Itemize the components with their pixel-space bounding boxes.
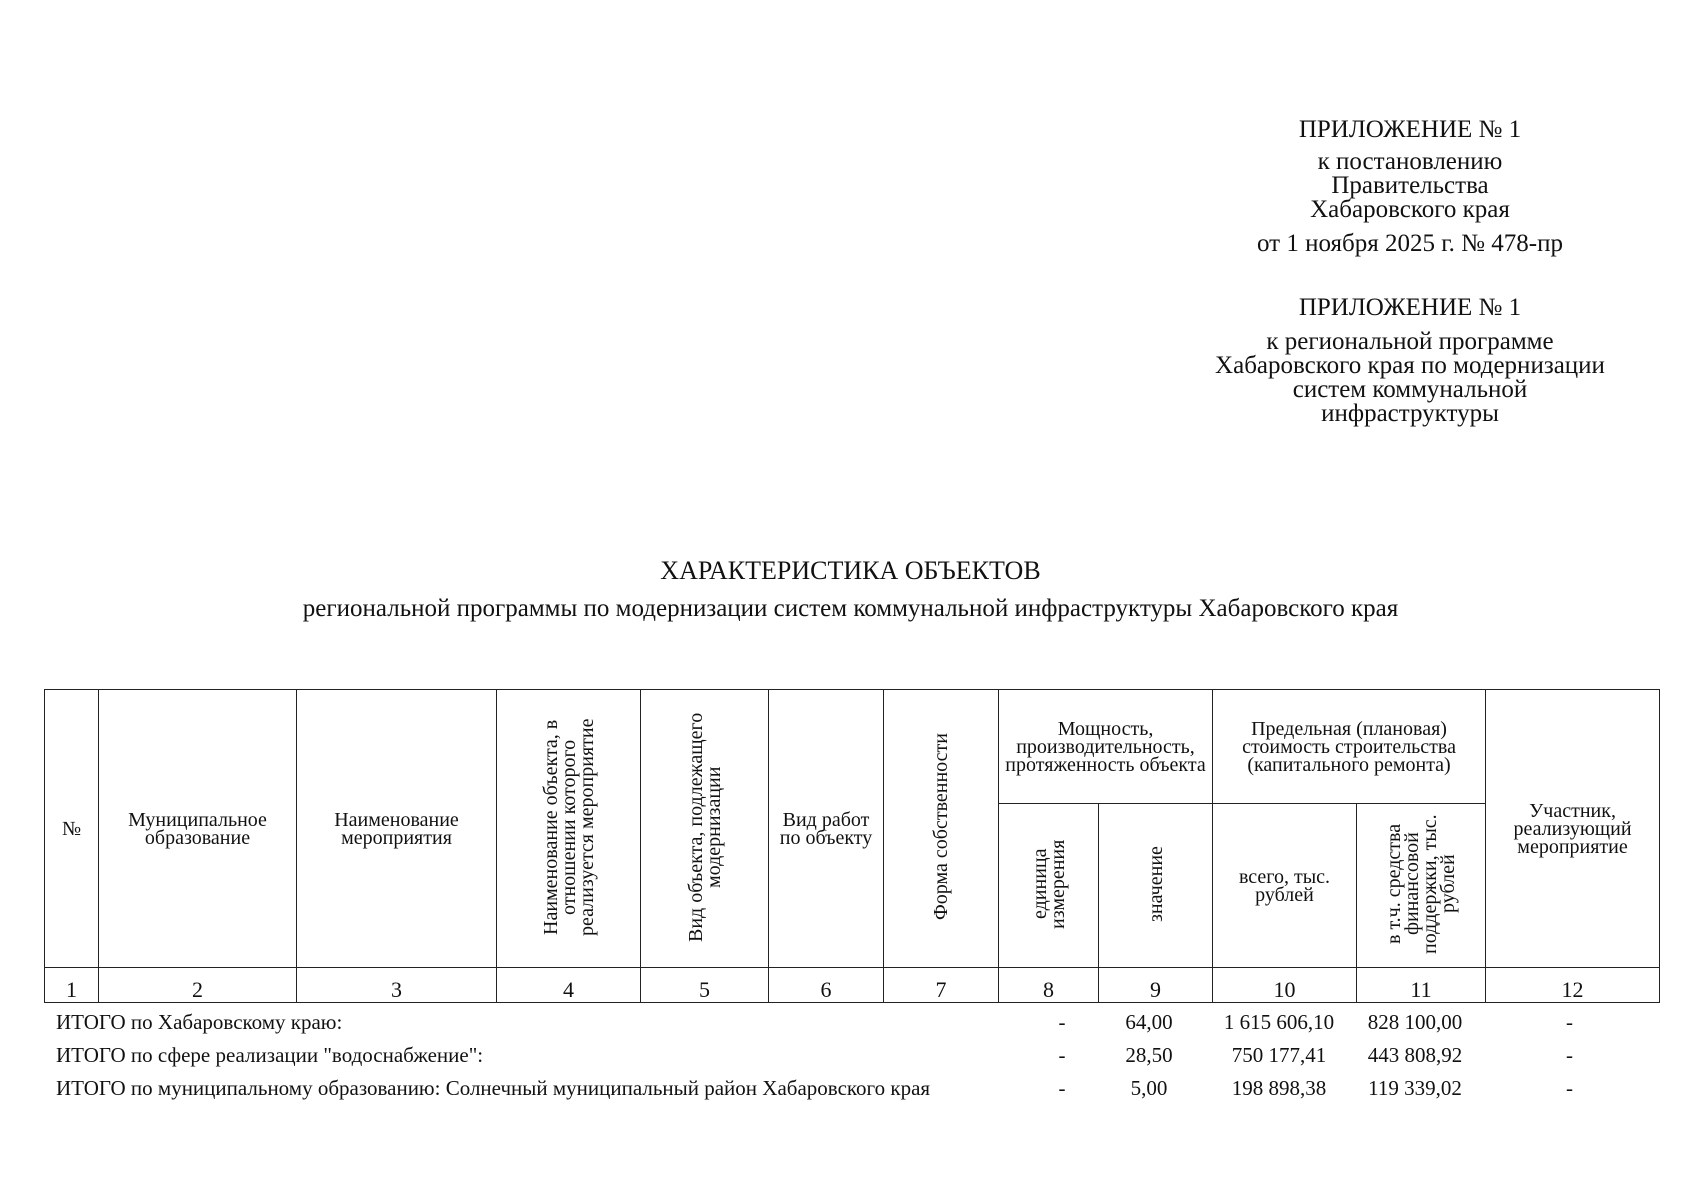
appendix-program-heading: ПРИЛОЖЕНИЕ № 1	[1298, 294, 1522, 321]
header-cost-group: Предельная (плановая) стоимость строительства (капитального ремонта)	[1213, 690, 1486, 804]
column-number: 6	[769, 968, 884, 1003]
header-event-name: Наименование мероприятия	[297, 690, 497, 968]
total-label: ИТОГО по муниципальному образованию: Солнечный муниципальный район Хабаровского края	[56, 1076, 931, 1100]
total-participant: -	[1566, 1076, 1573, 1100]
header-ownership: Форма собственности	[884, 690, 999, 968]
total-participant: -	[1566, 1010, 1573, 1034]
header-work-type: Вид работ по объекту	[769, 690, 884, 968]
header-capacity-group: Мощность, производительность, протяженность объекта	[999, 690, 1213, 804]
column-number: 9	[1099, 968, 1213, 1003]
total-support: 119 339,02	[1368, 1076, 1462, 1100]
total-unit: -	[1058, 1010, 1066, 1034]
total-label: ИТОГО по Хабаровскому краю:	[56, 1010, 343, 1034]
header-value: значение	[1099, 804, 1213, 968]
appendix-program-line: к региональной программе	[1266, 328, 1554, 355]
total-value: 28,50	[1125, 1043, 1173, 1067]
document-subtitle: региональной программы по модернизации систем коммунальной инфраструктуры Хабаровского края	[302, 595, 1399, 622]
total-support: 828 100,00	[1367, 1010, 1463, 1034]
total-unit: -	[1058, 1076, 1066, 1100]
column-number: 10	[1213, 968, 1357, 1003]
total-row	[44, 1078, 1659, 1111]
total-cost: 1 615 606,10	[1223, 1010, 1335, 1034]
column-number: 5	[641, 968, 769, 1003]
header-num: №	[45, 690, 99, 968]
total-cost: 750 177,41	[1231, 1043, 1327, 1067]
column-number: 3	[297, 968, 497, 1003]
column-number: 11	[1357, 968, 1486, 1003]
total-value: 64,00	[1125, 1010, 1173, 1034]
total-support: 443 808,92	[1367, 1043, 1463, 1067]
column-number: 7	[884, 968, 999, 1003]
header-unit: единица измерения	[999, 804, 1099, 968]
header-object-type: Вид объекта, подлежащего модернизации	[641, 690, 769, 968]
total-participant: -	[1566, 1043, 1573, 1067]
appendix-program-line: инфраструктуры	[1321, 400, 1499, 427]
document-title: ХАРАКТЕРИСТИКА ОБЪЕКТОВ	[660, 556, 1041, 585]
appendix-order-line: к постановлению	[1317, 148, 1503, 175]
appendix-order-date: от 1 ноября 2025 г. № 478-пр	[1257, 230, 1563, 257]
column-number: 2	[99, 968, 297, 1003]
totals-table	[44, 1012, 1659, 1111]
header-cost-total: всего, тыс. рублей	[1213, 804, 1357, 968]
appendix-program-line: Хабаровского края по модернизации	[1215, 352, 1605, 379]
appendix-order-line: Правительства	[1331, 172, 1489, 199]
header-participant: Участник, реализующий мероприятие	[1486, 690, 1660, 968]
header-municipality: Муниципальное образование	[99, 690, 297, 968]
total-row	[44, 1012, 1659, 1045]
column-number: 12	[1486, 968, 1660, 1003]
column-number: 1	[45, 968, 99, 1003]
objects-table	[44, 689, 1660, 1003]
appendix-order-line: Хабаровского края	[1310, 196, 1510, 223]
column-number: 8	[999, 968, 1099, 1003]
appendix-program-block	[1180, 296, 1640, 426]
appendix-program-line: систем коммунальной	[1292, 376, 1528, 403]
column-number: 4	[497, 968, 641, 1003]
header-cost-support: в т.ч. средства финансовой поддержки, тыс. рублей	[1357, 804, 1486, 968]
appendix-order-heading: ПРИЛОЖЕНИЕ № 1	[1298, 116, 1522, 143]
total-row	[44, 1045, 1659, 1078]
total-cost: 198 898,38	[1231, 1076, 1327, 1100]
total-unit: -	[1058, 1043, 1066, 1067]
total-value: 5,00	[1130, 1076, 1168, 1100]
header-object-name: Наименование объекта, в отношении которого реализуется мероприятие	[497, 690, 641, 968]
appendix-order-block	[1180, 118, 1640, 256]
total-label: ИТОГО по сфере реализации "водоснабжение":	[56, 1043, 484, 1067]
